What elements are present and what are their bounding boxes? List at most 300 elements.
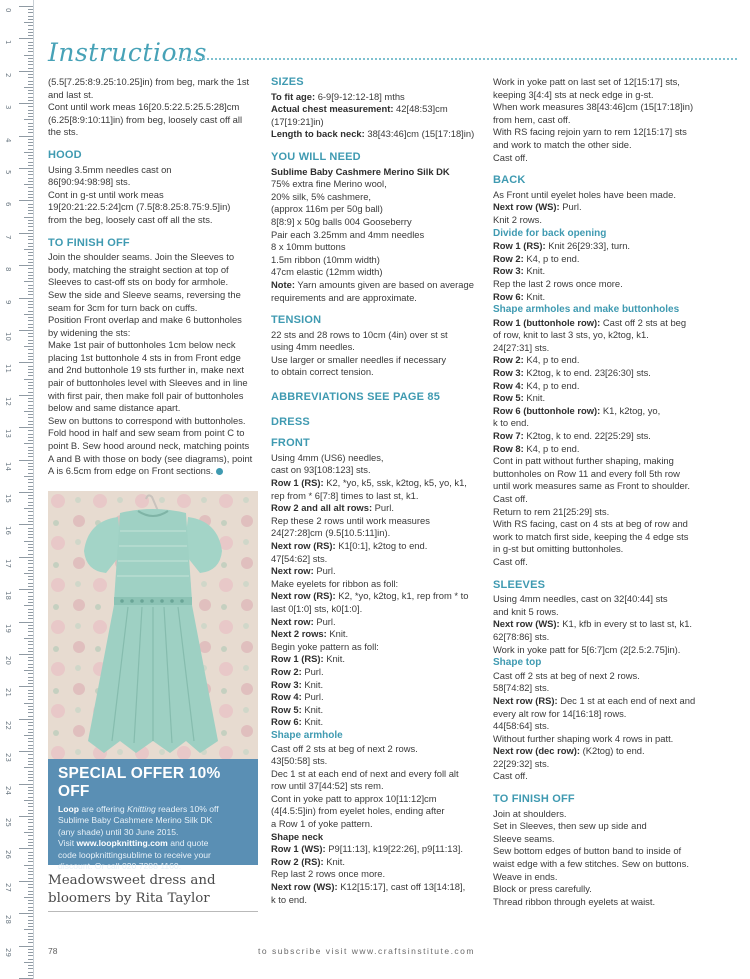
row-text: Rep last 2 rows once more. [271, 868, 386, 880]
row-text: Cast off. [493, 770, 528, 782]
row-text: Cont in yoke patt to approx 10[11:12]cm [271, 792, 437, 804]
pattern-row [271, 641, 483, 654]
ruler-number: 8 [4, 267, 12, 272]
pattern-row [493, 189, 731, 202]
ruler-tick [28, 680, 33, 681]
ruler-tick [28, 252, 33, 253]
row-text: Purl. [313, 615, 336, 627]
row-label: Row 6: [493, 290, 524, 302]
ruler-tick [28, 511, 33, 512]
ruler-tick [28, 502, 33, 503]
ruler-number: 28 [4, 915, 12, 925]
ruler-tick [28, 777, 33, 778]
ruler-tick [28, 204, 33, 205]
ruler-tick [19, 686, 33, 687]
pattern-row [493, 506, 731, 519]
ruler-tick [28, 268, 33, 269]
ruler-tick [28, 456, 33, 457]
ruler-tick [28, 145, 33, 146]
pattern-row [271, 527, 483, 540]
ruler-tick [28, 210, 33, 211]
ruler-tick [28, 495, 33, 496]
text-line: Sleeve seams. [493, 832, 555, 844]
ruler-tick [28, 774, 33, 775]
ruler-tick [24, 541, 33, 542]
ruler-tick [24, 800, 33, 801]
text-line: 8[8:9] x 50g balls 004 Gooseberry [271, 215, 412, 227]
ruler-tick [28, 414, 33, 415]
ruler-tick [28, 667, 33, 668]
ruler-tick [28, 518, 33, 519]
ruler-tick [28, 826, 33, 827]
pattern-row [493, 631, 731, 644]
row-label: Next row (WS): [493, 618, 560, 630]
ruler-tick [28, 405, 33, 406]
ruler-tick [28, 90, 33, 91]
ruler-tick [19, 71, 33, 72]
ruler-tick [28, 819, 33, 820]
ruler-tick [28, 628, 33, 629]
ruler-tick [28, 110, 33, 111]
ruler-tick [19, 38, 33, 39]
ruler-tick [28, 417, 33, 418]
pattern-row [271, 743, 483, 756]
ruler-number: 0 [4, 8, 12, 13]
ruler-tick [28, 382, 33, 383]
pattern-row [271, 691, 483, 704]
ruler-tick [28, 9, 33, 10]
text-line: from the beg, loosely cast off all the sts. [48, 213, 213, 225]
ruler-number: 19 [4, 623, 12, 633]
ruler-tick [28, 285, 33, 286]
ruler-tick [28, 479, 33, 480]
row-text: Knit. [523, 392, 546, 404]
ruler-number: 21 [4, 688, 12, 698]
ruler-tick [28, 861, 33, 862]
row-label: Row 1 (RS): [271, 653, 324, 665]
row-label: Next row (RS): [271, 540, 336, 551]
ruler-tick [28, 139, 33, 140]
ruler-tick [28, 401, 33, 402]
text-line: Block or press carefully. [493, 883, 592, 895]
row-text: 43[50:58] sts. [271, 755, 328, 767]
row-text: Knit. [301, 678, 324, 690]
pattern-row [493, 342, 731, 355]
row-text: until work measures same as Front to shoulder. [493, 480, 690, 492]
pattern-row [271, 91, 483, 104]
ruler-tick [24, 411, 33, 412]
ruler-tick [28, 262, 33, 263]
row-text: Knit. [523, 290, 546, 302]
row-text: Knit. [523, 265, 546, 277]
ruler-tick [28, 191, 33, 192]
ruler-tick [28, 19, 33, 20]
text-line: 86[90:94:98:98] sts. [48, 176, 131, 188]
ruler-tick [24, 735, 33, 736]
caption-rule [48, 911, 258, 912]
row-text: Rep the last 2 rows once more. [493, 277, 623, 289]
row-label: Next row: [271, 565, 314, 577]
row-text: Dec 1 st at each end of next and [557, 694, 696, 706]
ruler-tick [24, 832, 33, 833]
text-line: A and B with those on body (see diagrams), point [48, 452, 253, 464]
ruler-tick [28, 677, 33, 678]
row-text: K4, p to end. [523, 252, 580, 264]
ruler-tick [28, 165, 33, 166]
ruler-tick [28, 690, 33, 691]
ruler-tick [28, 307, 33, 308]
page-title: Instructions [48, 38, 207, 67]
text-line: (5.5[7.25:8:9.25:10.25]in) from beg, mark the 1st [48, 76, 250, 87]
ruler-tick [28, 25, 33, 26]
tension-heading: TENSION [271, 314, 322, 327]
ruler-tick [28, 599, 33, 600]
finish-text-2 [493, 808, 731, 909]
armhole-heading: Shape armhole [271, 729, 343, 741]
row-text: 6-9[9-12:12-18] mths [315, 90, 405, 102]
ruler-tick [28, 810, 33, 811]
row-label: Row 1 (buttonhole row): [493, 316, 601, 328]
row-label: Row 5: [493, 392, 524, 404]
ruler-tick [28, 32, 33, 33]
row-text: Cast off 2 sts at beg of next 2 rows. [493, 669, 640, 681]
ruler-tick [28, 641, 33, 642]
pattern-row [271, 603, 483, 616]
ruler-number: 4 [4, 137, 12, 143]
sizes-heading: SIZES [271, 76, 304, 88]
ruler-tick [28, 97, 33, 98]
ruler-tick [28, 178, 33, 179]
caption-line-2: bloomers by Rita Taylor [48, 891, 210, 906]
text-line: 19[20:21:22.5:24]cm (7.5[8:8.25:8.75:9.5]in) [48, 201, 231, 213]
row-text: Make eyelets for ribbon as foll: [271, 577, 399, 589]
ruler-tick [19, 816, 33, 817]
row-text: K1[0:1], k2tog to end. [335, 540, 428, 551]
ruler-number: 20 [4, 656, 12, 665]
ruler-tick [28, 878, 33, 879]
pattern-row [271, 793, 483, 806]
ruler-tick [28, 868, 33, 869]
ruler-number: 1 [4, 40, 12, 45]
finish-last-text: A is 6.5cm from edge on Front sections. [48, 465, 214, 477]
ruler-number: 15 [4, 494, 12, 503]
note-text: Yarn amounts given are based on average [294, 278, 474, 290]
pattern-row [493, 770, 731, 783]
finish-heading-2: TO FINISH OFF [493, 793, 575, 806]
row-text: Cast off. [493, 555, 528, 567]
ruler-tick [28, 748, 33, 749]
offer-line1-end: readers 10% off [155, 804, 219, 814]
pattern-row [493, 531, 731, 544]
ruler-tick [28, 635, 33, 636]
row-text: k to end. [271, 893, 307, 905]
pattern-row [493, 733, 731, 746]
col1-intro [48, 76, 263, 139]
ruler-tick [28, 301, 33, 302]
ruler-tick [19, 751, 33, 752]
ruler-tick [24, 346, 33, 347]
ruler-tick [28, 884, 33, 885]
offer-url-link[interactable]: www.loopknitting.com [76, 838, 168, 849]
ruler-tick [19, 784, 33, 785]
ruler-tick [28, 631, 33, 632]
front-rows [271, 452, 483, 729]
ruler-number: 10 [4, 332, 12, 341]
ruler-tick [28, 754, 33, 755]
ruler-number: 22 [4, 720, 12, 730]
ruler-tick [28, 291, 33, 292]
text-line: Using 3.5mm needles cast on [48, 163, 172, 175]
pattern-row [493, 455, 731, 468]
row-text: and knit 5 rows. [493, 605, 559, 617]
ruler-tick [28, 975, 33, 976]
row-text: P9[11:13], k19[22:26], p9[11:13]. [325, 843, 463, 855]
pattern-row [493, 201, 731, 214]
col3-intro [493, 76, 731, 164]
pattern-row [271, 477, 483, 490]
row-text: Work in yoke patt for 5[6:7]cm (2[2.5:2.75]in). [493, 643, 681, 655]
ruler-tick [28, 336, 33, 337]
row-label: Row 3: [493, 367, 524, 379]
ruler-tick [28, 939, 33, 940]
ruler-tick [28, 317, 33, 318]
row-text: 47[54:62] sts. [271, 552, 328, 564]
pattern-row [271, 818, 483, 831]
need-heading: YOU WILL NEED [271, 150, 361, 163]
row-text: 42[48:53]cm [393, 103, 448, 115]
row-label: Row 8: [493, 442, 524, 454]
ruler-tick [28, 447, 33, 448]
ruler-tick [28, 29, 33, 30]
title-dotted-rule [175, 58, 737, 60]
row-text: of row, knit to last 3 sts, yo, k2tog, k1. [493, 329, 649, 341]
ruler-tick [28, 223, 33, 224]
ruler-tick [28, 408, 33, 409]
ruler-tick [28, 787, 33, 788]
ruler-tick [28, 243, 33, 244]
row-label: Next row: [271, 615, 314, 627]
row-text: K4, p to end. [523, 379, 580, 391]
ruler-tick [28, 187, 33, 188]
ruler-tick [28, 100, 33, 101]
row-text: 44[58:64] sts. [493, 720, 550, 732]
row-text: Begin yoke pattern as foll: [271, 640, 379, 652]
pattern-row [271, 578, 483, 591]
ruler-tick [28, 385, 33, 386]
ruler-tick [28, 874, 33, 875]
ruler-tick [28, 77, 33, 78]
row-text: K1, kfb in every st to last st, k1. [559, 618, 693, 630]
ruler-tick [24, 605, 33, 606]
note-row [271, 279, 483, 292]
row-text: buttonholes on Row 11 and every foll 5th row [493, 467, 680, 479]
ruler-tick [28, 45, 33, 46]
pattern-row [271, 881, 483, 894]
ruler-tick [28, 952, 33, 953]
pattern-row [493, 758, 731, 771]
ruler-tick [28, 664, 33, 665]
row-text: Purl. [301, 665, 324, 677]
ruler-tick [28, 741, 33, 742]
row-label: Row 2: [493, 354, 524, 366]
pattern-row [271, 679, 483, 692]
pattern-row [271, 868, 483, 881]
ruler-number: 29 [4, 947, 12, 957]
ruler-tick [28, 745, 33, 746]
row-text: K2tog, k to end. 23[26:30] sts. [523, 367, 651, 379]
pattern-row [493, 317, 731, 330]
ruler-tick [19, 557, 33, 558]
pattern-row [493, 367, 731, 380]
ruler-tick [28, 738, 33, 739]
ruler-tick [19, 881, 33, 882]
pattern-row [493, 644, 731, 657]
offer-line3: (any shade) until 30 June 2015. [58, 826, 179, 837]
neck-rows [271, 843, 483, 906]
offer-line4-pre: Visit [58, 838, 77, 849]
row-text: Knit 26[29:33], turn. [545, 240, 631, 252]
ruler-tick [28, 64, 33, 65]
ruler-tick [28, 618, 33, 619]
row-text: 24[27:28]cm (9.5[10.5:11]in). [271, 527, 391, 539]
pattern-row [271, 768, 483, 781]
pattern-row [271, 502, 483, 515]
ruler-number: 13 [4, 429, 12, 439]
text-line: 47cm elastic (12mm width) [271, 266, 383, 278]
yarn-name-text: Sublime Baby Cashmere Merino Silk DK [271, 165, 450, 177]
row-text: work to match first side, keeping the 4 edge sts [493, 530, 689, 542]
ruler-tick [28, 340, 33, 341]
pattern-row [271, 666, 483, 679]
row-label: Row 6: [271, 716, 302, 728]
row-label: Next 2 rows: [271, 628, 327, 640]
column-3 [493, 76, 731, 908]
ruler-tick [28, 693, 33, 694]
ruler-tick [28, 197, 33, 198]
ruler-tick [28, 842, 33, 843]
ruler-tick [28, 181, 33, 182]
ruler-tick [28, 579, 33, 580]
ruler-tick [28, 900, 33, 901]
ruler-tick [28, 829, 33, 830]
ruler-tick [28, 12, 33, 13]
ruler-tick [19, 265, 33, 266]
ruler-tick [28, 84, 33, 85]
row-text: With RS facing, cast on 4 sts at beg of row and [493, 518, 688, 530]
footer-text: to subscribe visit www.craftsinstitute.com [258, 946, 475, 956]
ruler-tick [28, 392, 33, 393]
ruler-tick [28, 959, 33, 960]
ruler-tick [24, 865, 33, 866]
text-line: with first pair, then make foll pair of buttonholes [48, 389, 244, 401]
ruler-tick [24, 119, 33, 120]
back-neck-row [271, 128, 483, 141]
ruler-number: 23 [4, 753, 12, 763]
row-text: Knit. [323, 855, 345, 867]
ruler-tick [28, 822, 33, 823]
ruler-tick [28, 440, 33, 441]
ruler-tick [28, 343, 33, 344]
caption-line-1: Meadowsweet dress and [48, 873, 216, 888]
ruler-tick [28, 61, 33, 62]
ruler-tick [28, 839, 33, 840]
sizes-rows [271, 91, 483, 116]
text-line: placing 1st buttonhole 4 sts in from Front edge [48, 351, 241, 363]
text-line: by widening the sts: [48, 326, 131, 338]
text-line: (6.25[8:9:10:11]in) from beg, loosely cast off all [48, 113, 243, 125]
ruler-tick [24, 55, 33, 56]
text-line: Pair each 3.25mm and 4mm needles [271, 228, 425, 240]
ruler-tick [28, 806, 33, 807]
pattern-row [493, 405, 731, 418]
pattern-row [493, 618, 731, 631]
text-line: Cast off. [493, 151, 528, 163]
tension-text [271, 329, 483, 379]
ruler-tick [28, 466, 33, 467]
ruler-tick [28, 304, 33, 305]
ruler-tick [28, 771, 33, 772]
side-ruler [0, 0, 34, 979]
ruler-tick [28, 732, 33, 733]
ruler-tick [28, 949, 33, 950]
ruler-number: 11 [4, 364, 12, 374]
ruler-tick [28, 586, 33, 587]
ruler-tick [19, 524, 33, 525]
ruler-tick [24, 508, 33, 509]
pattern-row [493, 682, 731, 695]
ruler-number: 27 [4, 882, 12, 892]
row-text: cast on 93[108:123] sts. [271, 464, 371, 476]
ruler-tick [28, 453, 33, 454]
ruler-tick [28, 515, 33, 516]
row-text: row until 37[44:52] sts rem. [271, 780, 384, 792]
pattern-row [271, 780, 483, 793]
row-label: Next row (WS): [271, 881, 338, 893]
ruler-tick [24, 929, 33, 930]
ruler-tick [19, 298, 33, 299]
ruler-number: 18 [4, 591, 12, 601]
ruler-tick [28, 531, 33, 532]
ruler-tick [19, 719, 33, 720]
ruler-tick [28, 648, 33, 649]
text-line: Thread ribbon through eyelets at waist. [493, 895, 656, 907]
ruler-tick [28, 489, 33, 490]
sleeves-heading: SLEEVES [493, 578, 546, 591]
ruler-tick [28, 673, 33, 674]
ruler-tick [28, 486, 33, 487]
row-text: 62[78:86] sts. [493, 630, 550, 642]
row-text: Cast off. [493, 493, 528, 504]
ruler-tick [19, 622, 33, 623]
ruler-tick [28, 797, 33, 798]
ruler-tick [19, 103, 33, 104]
row-text: Knit. [323, 653, 345, 665]
ruler-tick [28, 226, 33, 227]
ruler-tick [28, 220, 33, 221]
ruler-tick [28, 81, 33, 82]
ruler-tick [28, 58, 33, 59]
ruler-number: 26 [4, 850, 12, 860]
ruler-tick [28, 162, 33, 163]
ruler-tick [24, 314, 33, 315]
ruler-tick [28, 534, 33, 535]
ruler-tick [28, 592, 33, 593]
ruler-tick [24, 379, 33, 380]
row-text: last 0[1:0] sts, k0[1:0]. [271, 602, 363, 614]
text-line: Sleeves to cast-off sts on body for armhole. [48, 276, 229, 288]
ruler-tick [28, 42, 33, 43]
row-label: Next row (WS): [493, 201, 560, 213]
